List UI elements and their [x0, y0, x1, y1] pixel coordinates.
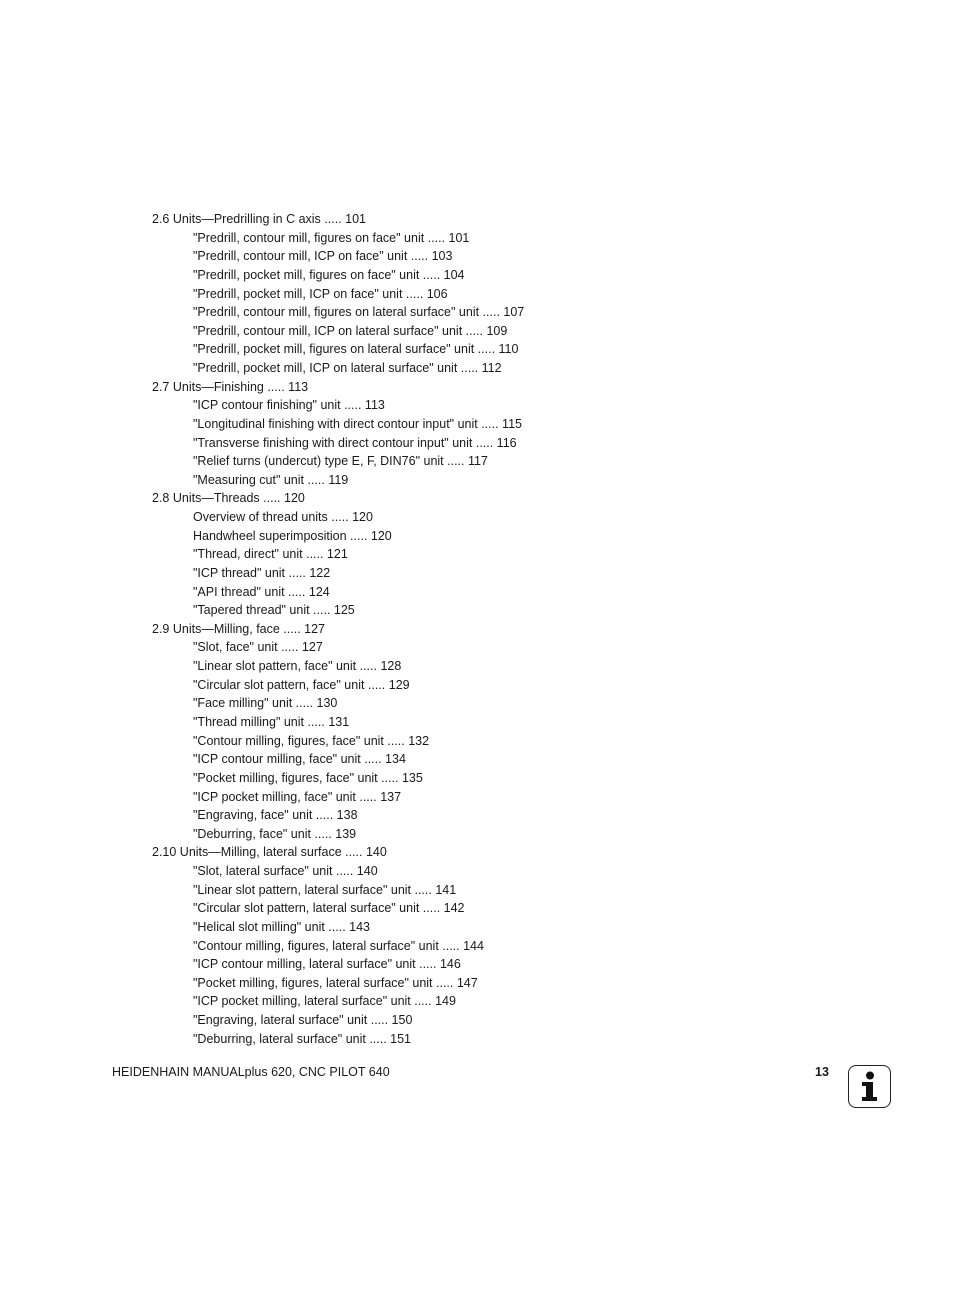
toc-entry: "API thread" unit ..... 124 [193, 584, 330, 599]
toc-entry: "Predrill, contour mill, figures on face" unit ..... 101 [193, 230, 470, 245]
page-number: 13 [815, 1065, 829, 1079]
toc-entry: "Predrill, pocket mill, ICP on lateral surface" unit ..... 112 [193, 361, 502, 376]
toc-entry: "Circular slot pattern, lateral surface" unit ..... 142 [193, 901, 465, 916]
toc-entry: "Tapered thread" unit ..... 125 [193, 603, 355, 618]
toc-entry: "Pocket milling, figures, lateral surface" unit ..... 147 [193, 975, 478, 990]
toc-entry: "Engraving, face" unit ..... 138 [193, 808, 358, 823]
toc-entry: "Contour milling, figures, lateral surface" unit ..... 144 [193, 938, 484, 953]
toc-entry: "Predrill, pocket mill, figures on face" unit ..... 104 [193, 267, 465, 282]
toc-entry: "Linear slot pattern, lateral surface" unit ..... 141 [193, 882, 457, 897]
toc-entry: "Deburring, lateral surface" unit ..... 151 [193, 1031, 412, 1046]
toc-entry: "Transverse finishing with direct contour input" unit ..... 116 [193, 435, 517, 450]
toc-section-heading: 2.10 Units—Milling, lateral surface ..... 140 [152, 845, 387, 860]
toc-entry: Overview of thread units ..... 120 [193, 510, 373, 525]
toc-entry: "Measuring cut" unit ..... 119 [193, 472, 349, 487]
toc-entry: "Helical slot milling" unit ..... 143 [193, 919, 371, 934]
toc-entry: Handwheel superimposition ..... 120 [193, 528, 392, 543]
toc-entry: "ICP pocket milling, lateral surface" unit ..... 149 [193, 994, 456, 1009]
toc-entry: "ICP contour finishing" unit ..... 113 [193, 398, 385, 413]
toc-entry: "Contour milling, figures, face" unit ..... 132 [193, 733, 430, 748]
toc-entry: "Slot, face" unit ..... 127 [193, 640, 323, 655]
toc-entry: "ICP pocket milling, face" unit ..... 137 [193, 789, 402, 804]
toc-entry: "ICP thread" unit ..... 122 [193, 565, 331, 580]
toc-entry: "Deburring, face" unit ..... 139 [193, 826, 357, 841]
toc-entry: "Thread, direct" unit ..... 121 [193, 547, 348, 562]
toc-entry: "Predrill, pocket mill, figures on lateral surface" unit ..... 110 [193, 342, 519, 357]
toc-section-heading: 2.8 Units—Threads ..... 120 [152, 491, 305, 506]
toc-section-heading: 2.9 Units—Milling, face ..... 127 [152, 621, 325, 636]
toc-entry: "Engraving, lateral surface" unit ..... 150 [193, 1013, 413, 1028]
toc-entry: "Predrill, pocket mill, ICP on face" unit ..... 106 [193, 286, 448, 301]
toc-section-heading: 2.7 Units—Finishing ..... 113 [152, 379, 309, 394]
toc-section-heading: 2.6 Units—Predrilling in C axis ..... 101 [152, 212, 366, 226]
toc-entry: "Longitudinal finishing with direct contour input" unit ..... 115 [193, 416, 522, 431]
toc-entry: "ICP contour milling, face" unit ..... 134 [193, 752, 406, 767]
toc-entry: "Predrill, contour mill, figures on lateral surface" unit ..... 107 [193, 305, 525, 320]
toc-entry: "Linear slot pattern, face" unit ..... 128 [193, 659, 402, 674]
toc-entry: "Thread milling" unit ..... 131 [193, 715, 350, 729]
toc-entry: "Predrill, contour mill, ICP on face" unit ..... 103 [193, 249, 453, 264]
toc-entry: "Relief turns (undercut) type E, F, DIN76" unit ..... 117 [193, 454, 488, 469]
info-icon [848, 1065, 891, 1108]
toc-entry: "ICP contour milling, lateral surface" unit ..... 146 [193, 957, 461, 972]
toc-entry: "Pocket milling, figures, face" unit ..... 135 [193, 770, 423, 785]
toc-entry: "Predrill, contour mill, ICP on lateral surface" unit ..... 109 [193, 323, 508, 338]
toc-entry: "Face milling" unit ..... 130 [193, 696, 338, 711]
toc-entry: "Slot, lateral surface" unit ..... 140 [193, 864, 378, 879]
footer-manual-title: HEIDENHAIN MANUALplus 620, CNC PILOT 640 [112, 1065, 390, 1079]
toc-entry: "Circular slot pattern, face" unit ..... 129 [193, 677, 410, 692]
